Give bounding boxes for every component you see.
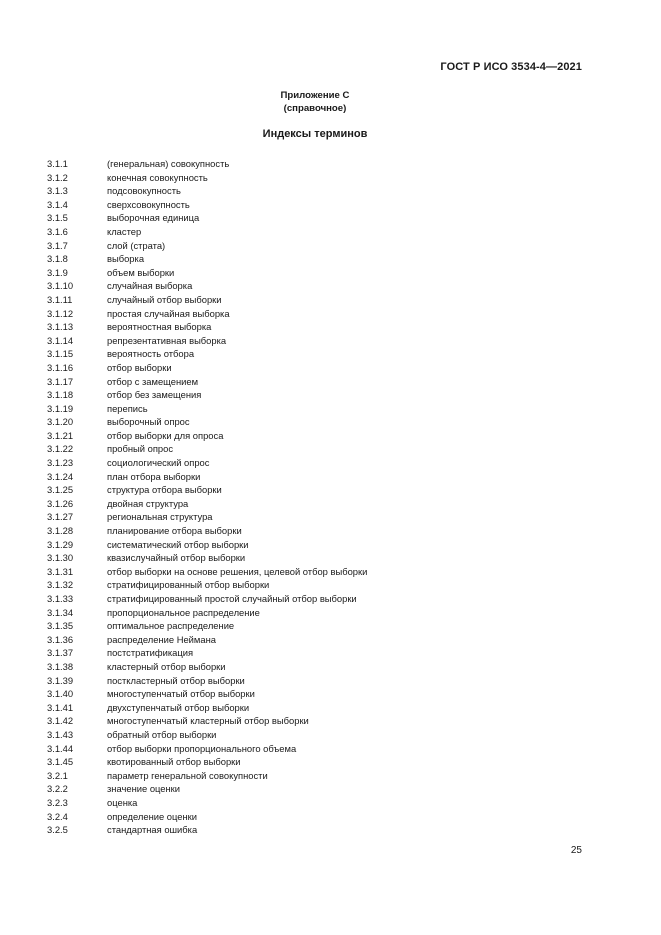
term-number: 3.1.24 [47,470,74,482]
term-row [47,225,367,239]
term-text: оптимальное распределение [107,620,235,632]
term-row [47,687,367,701]
term-text: слой (страта) [107,239,166,251]
term-text: объем выборки [107,266,175,278]
term-row [47,714,367,728]
term-number: 3.1.18 [47,389,74,401]
term-text: кластер [107,225,142,237]
term-text: квотированный отбор выборки [107,756,241,768]
term-number: 3.1.45 [47,756,74,768]
term-number: 3.1.9 [47,266,68,278]
term-row [47,429,367,443]
term-number: 3.1.1 [47,158,68,169]
term-number: 3.1.41 [47,701,74,713]
term-row [47,388,367,402]
term-row [47,606,367,620]
term-number: 3.1.6 [47,225,68,237]
term-text: отбор с замещением [107,375,199,387]
term-row [47,796,367,810]
term-row [47,782,367,796]
term-row [47,565,367,579]
term-number: 3.1.27 [47,511,74,523]
term-number: 3.1.32 [47,579,74,591]
term-number: 3.1.13 [47,321,74,333]
term-text: оценка [107,796,138,808]
term-number: 3.1.16 [47,361,74,373]
term-number: 3.1.28 [47,525,74,537]
term-text: постстратификация [107,647,194,659]
term-number: 3.1.43 [47,728,74,740]
term-text: значение оценки [107,783,181,795]
term-row [47,361,367,375]
term-number: 3.2.1 [47,769,68,781]
term-text: стандартная ошибка [107,824,198,836]
term-text: пробный опрос [107,443,174,455]
term-number: 3.1.37 [47,647,74,659]
term-number: 3.2.2 [47,783,68,795]
term-row [47,728,367,742]
document-code: ГОСТ Р ИСО 3534-4—2021 [440,61,582,73]
term-row [47,456,367,470]
term-row [47,755,367,769]
term-text: социологический опрос [107,457,210,469]
term-text: перепись [107,402,148,414]
term-number: 3.1.17 [47,375,74,387]
term-row [47,171,367,185]
term-text: посткластерный отбор выборки [107,674,245,686]
term-row [47,266,367,280]
term-number: 3.1.25 [47,484,74,496]
term-text: региональная структура [107,511,213,523]
appendix-title-block [0,90,630,115]
term-row [47,211,367,225]
term-number: 3.1.31 [47,565,74,577]
term-number: 3.1.19 [47,402,74,414]
term-row [47,184,367,198]
term-text: план отбора выборки [107,470,201,482]
term-row [47,701,367,715]
term-row [47,578,367,592]
term-row [47,742,367,756]
term-row [47,810,367,824]
term-row [47,307,367,321]
term-text: выборка [107,253,145,265]
term-text: случайная выборка [107,280,193,292]
term-number: 3.1.29 [47,538,74,550]
term-text: выборочный опрос [107,416,190,428]
term-number: 3.1.14 [47,334,74,346]
term-text: планирование отбора выборки [107,525,242,537]
term-number: 3.1.33 [47,593,74,604]
index-heading: Индексы терминов [262,128,368,140]
term-text: параметр генеральной совокупности [107,769,268,781]
term-number: 3.1.4 [47,198,68,210]
term-number: 3.1.23 [47,457,74,469]
term-number: 3.1.26 [47,497,74,509]
term-row [47,619,367,633]
term-text: стратифицированный отбор выборки [107,579,270,591]
term-number: 3.1.7 [47,239,68,251]
term-row [47,279,367,293]
term-row [47,239,367,253]
term-number: 3.1.3 [47,185,68,197]
term-number: 3.1.10 [47,280,74,292]
term-row [47,198,367,212]
term-number: 3.1.34 [47,606,74,618]
term-row [47,470,367,484]
term-number: 3.1.12 [47,307,74,319]
term-number: 3.1.35 [47,620,74,632]
term-number: 3.1.21 [47,429,74,441]
terms-index-list [47,157,367,837]
term-text: выборочная единица [107,212,200,224]
term-row [47,633,367,647]
term-number: 3.1.40 [47,688,74,700]
term-number: 3.1.15 [47,348,74,360]
term-row [47,442,367,456]
appendix-subtitle: (справочное) [283,102,347,114]
term-text: случайный отбор выборки [107,293,222,305]
term-text: отбор выборки на основе решения, целевой отбор выборки [107,565,368,577]
term-row [47,415,367,429]
term-row [47,538,367,552]
term-text: многоступенчатый кластерный отбор выборки [107,715,309,727]
term-text: конечная совокупность [107,171,208,183]
term-row [47,157,367,171]
term-row [47,551,367,565]
term-text: отбор выборки пропорционального объема [107,742,297,754]
term-text: подсовокупность [107,185,181,197]
term-row [47,347,367,361]
term-text: вероятность отбора [107,348,195,360]
term-number: 3.1.39 [47,674,74,686]
term-row [47,646,367,660]
term-row [47,510,367,524]
term-number: 3.1.42 [47,715,74,727]
term-text: определение оценки [107,810,198,822]
term-row [47,252,367,266]
appendix-title: Приложение С [280,90,350,101]
term-row [47,674,367,688]
term-number: 3.2.5 [47,824,68,836]
term-text: сверхсовокупность [107,198,190,210]
term-text: систематический отбор выборки [107,538,249,550]
term-number: 3.1.2 [47,171,68,183]
term-number: 3.1.44 [47,742,74,754]
term-text: пропорциональное распределение [107,606,260,618]
term-number: 3.1.22 [47,443,74,455]
term-number: 3.1.8 [47,253,68,265]
term-text: двухступенчатый отбор выборки [107,701,250,713]
term-text: кластерный отбор выборки [107,660,226,672]
term-number: 3.2.3 [47,796,68,808]
term-text: структура отбора выборки [107,484,222,496]
term-row [47,293,367,307]
term-text: отбор без замещения [107,389,202,401]
term-text: многоступенчатый отбор выборки [107,688,255,700]
term-text: репрезентативная выборка [107,334,227,346]
term-text: обратный отбор выборки [107,728,217,740]
term-number: 3.1.38 [47,660,74,672]
term-row [47,320,367,334]
term-text: вероятностная выборка [107,321,212,333]
term-row [47,497,367,511]
term-number: 3.2.4 [47,810,68,822]
term-text: квазислучайный отбор выборки [107,552,246,564]
term-text: отбор выборки [107,361,172,373]
term-text: стратифицированный простой случайный отбор выборки [107,593,357,604]
term-text: распределение Неймана [107,633,216,645]
term-text: отбор выборки для опроса [107,429,224,441]
term-number: 3.1.30 [47,552,74,564]
term-row [47,375,367,389]
term-row [47,402,367,416]
term-number: 3.1.5 [47,212,68,224]
term-row [47,660,367,674]
term-row [47,524,367,538]
term-text: двойная структура [107,497,189,509]
term-number: 3.1.11 [47,293,73,305]
term-row [47,823,367,837]
term-number: 3.1.20 [47,416,74,428]
term-row [47,592,367,606]
term-text: (генеральная) совокупность [107,158,230,169]
term-row [47,483,367,497]
term-number: 3.1.36 [47,633,74,645]
term-row [47,769,367,783]
term-text: простая случайная выборка [107,307,230,319]
page-number: 25 [570,845,582,856]
term-row [47,334,367,348]
